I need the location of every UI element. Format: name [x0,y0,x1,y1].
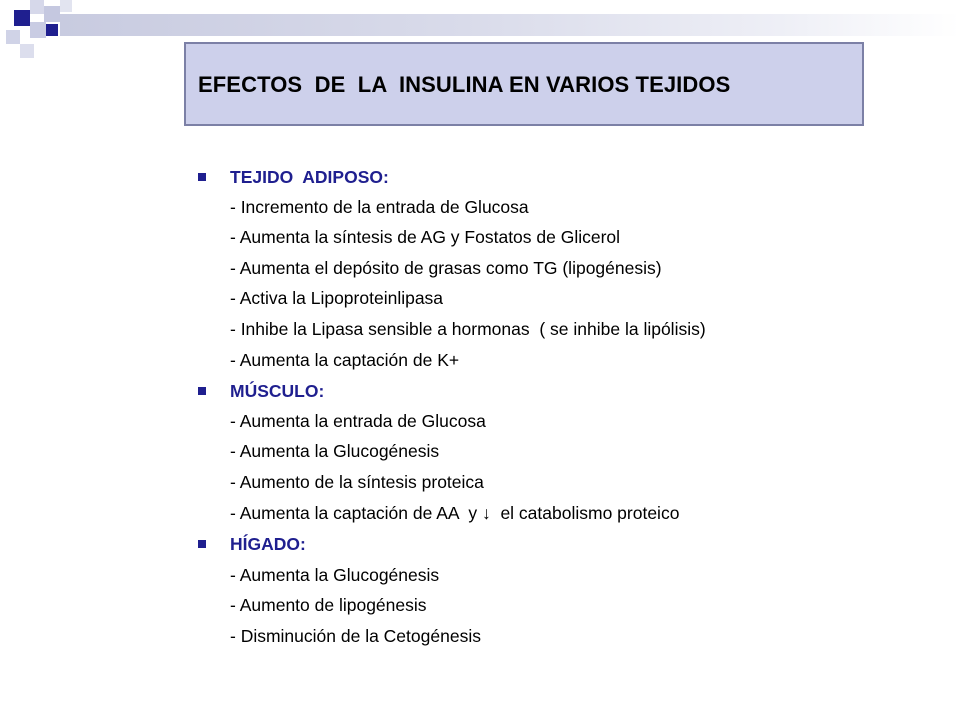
list-item: - Activa la Lipoproteinlipasa [230,288,444,308]
list-item: - Incremento de la entrada de Glucosa [230,197,529,217]
list-item: - Aumenta la síntesis de AG y Fostatos de Glicerol [230,227,621,247]
list-item: - Aumento de la síntesis proteica [230,472,484,492]
deco-square [30,22,46,38]
deco-square [44,6,60,22]
list-item: - Disminución de la Cetogénesis [230,626,481,646]
list-item: - Aumenta la captación de AA y ↓ el catabolismo proteico [230,503,680,523]
slide-title: EFECTOS DE LA INSULINA EN VARIOS TEJIDOS [198,72,731,97]
list-item: - Inhibe la Lipasa sensible a hormonas ( se inhibe la lipólisis) [230,319,706,339]
list-item: - Aumenta la entrada de Glucosa [230,411,486,431]
header-gradient-bar [60,14,960,36]
deco-square [30,0,44,14]
bullet-icon [198,173,206,181]
bullet-icon [198,387,206,395]
list-item: - Aumenta la Glucogénesis [230,441,440,461]
deco-square [60,0,72,12]
deco-square [20,44,34,58]
deco-square [46,24,58,36]
list-item: - Aumenta la Glucogénesis [230,565,440,585]
deco-square [6,30,20,44]
deco-square [14,10,30,26]
section-heading: TEJIDO ADIPOSO: [230,167,389,187]
title-box [184,42,864,126]
list-item: - Aumento de lipogénesis [230,595,427,615]
list-item: - Aumenta el depósito de grasas como TG (lipogénesis) [230,258,662,278]
section-heading: MÚSCULO: [230,381,325,401]
bullet-icon [198,540,206,548]
section-heading: HÍGADO: [230,534,306,554]
list-item: - Aumenta la captación de K+ [230,350,460,370]
